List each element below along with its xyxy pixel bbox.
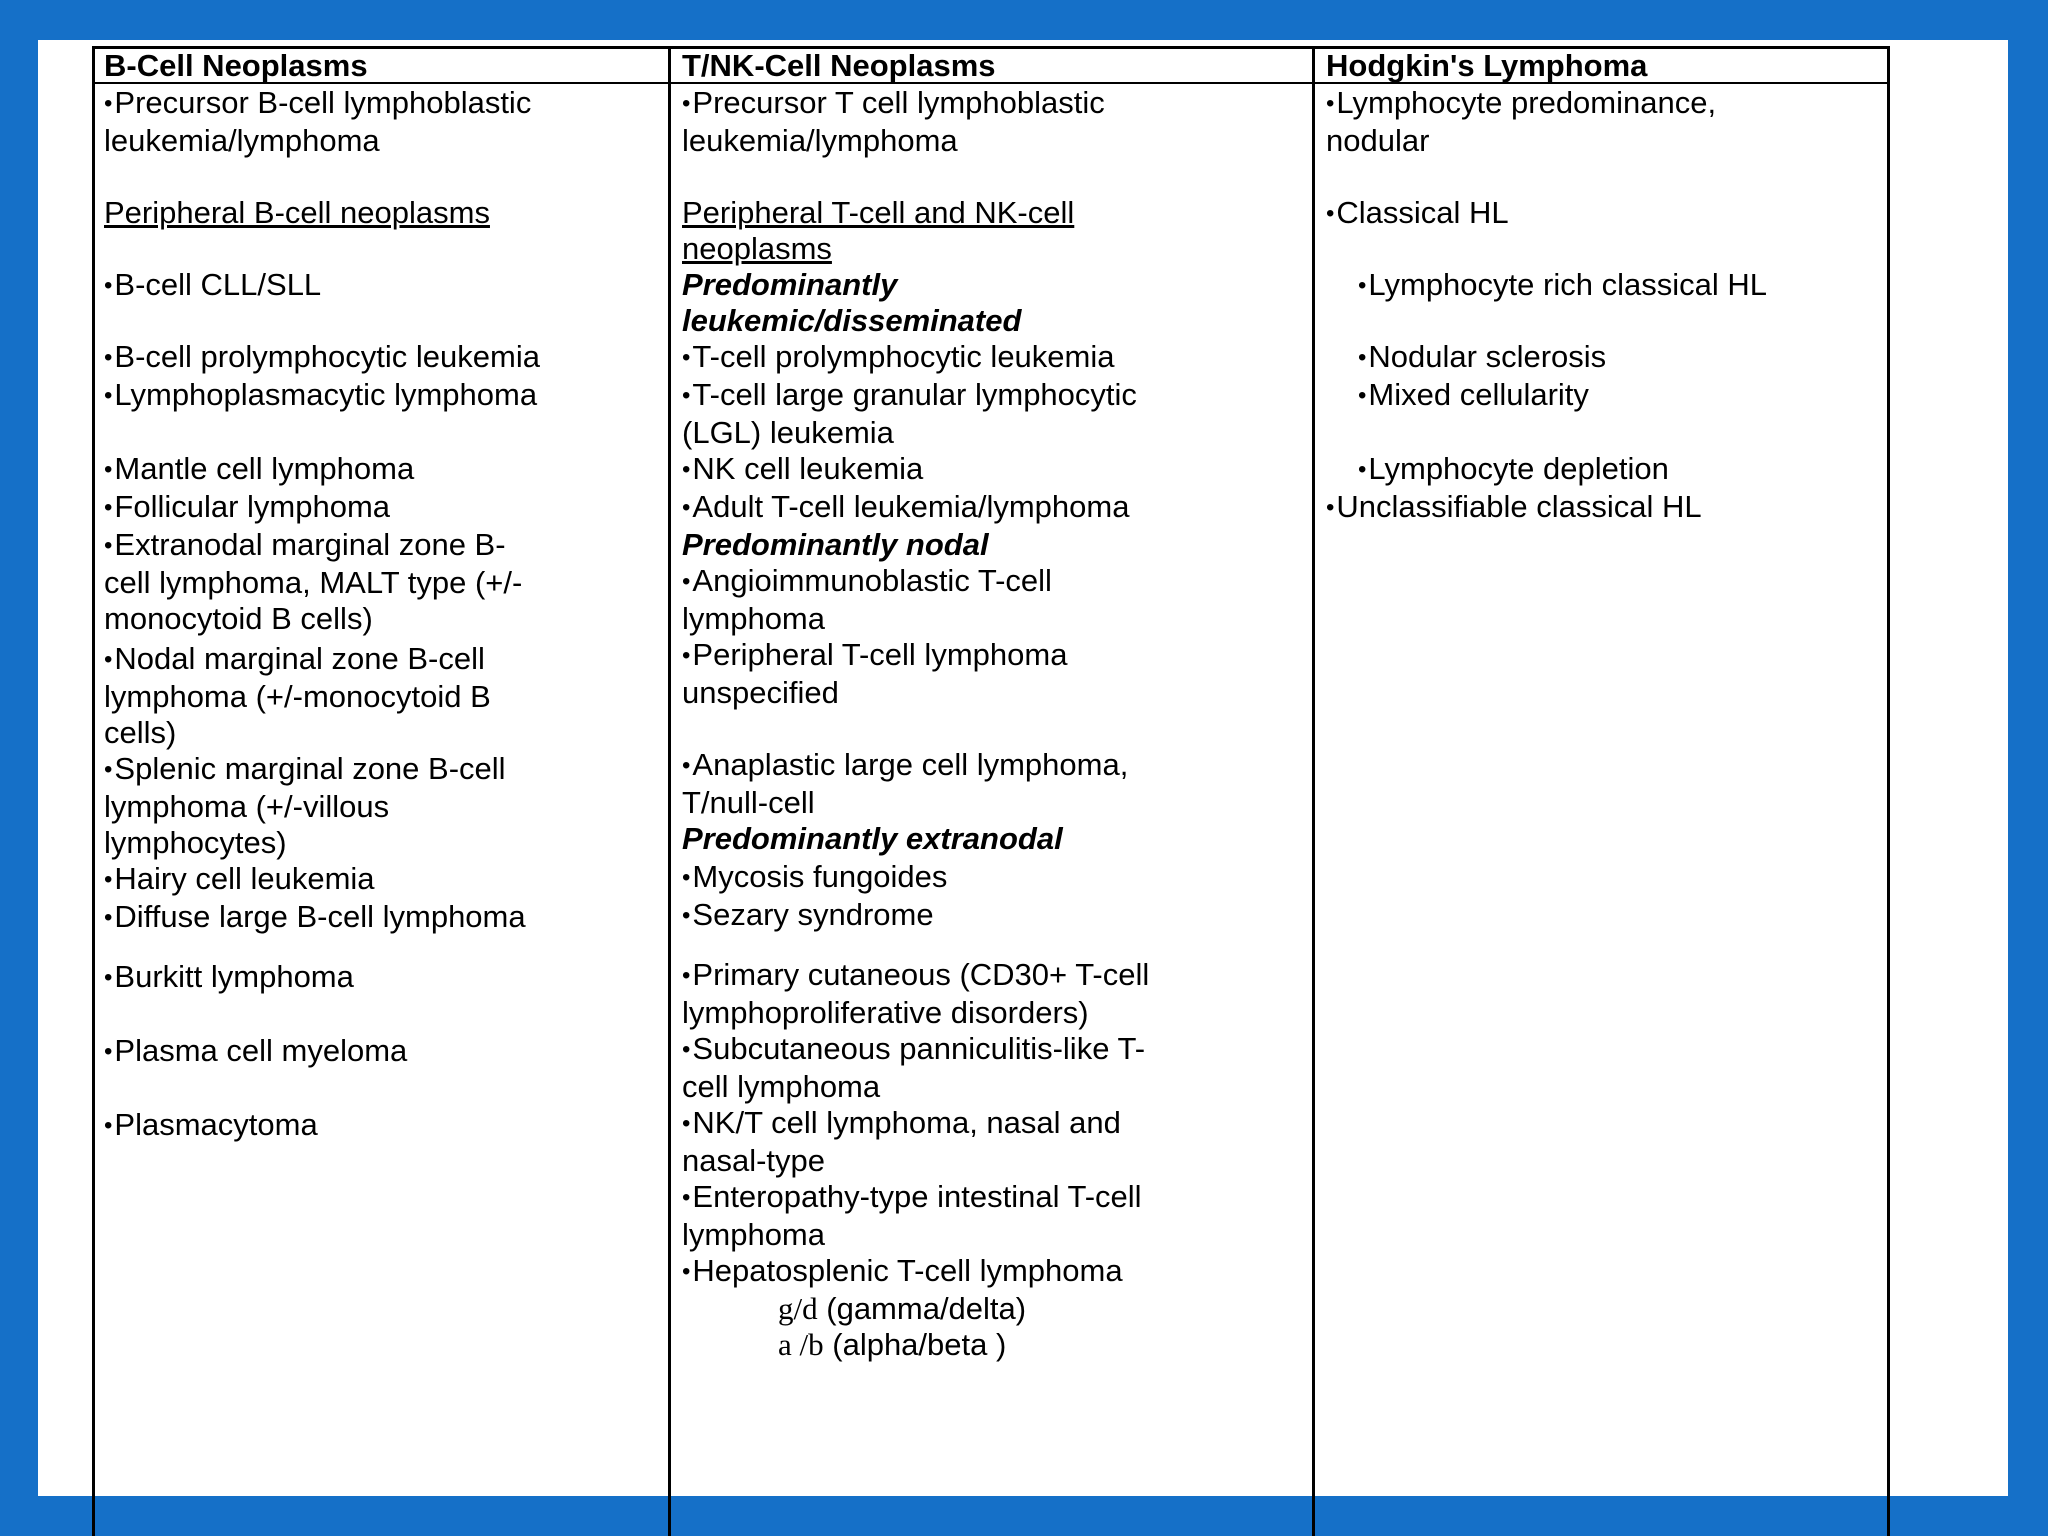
list-item: • Lymphocyte depletion xyxy=(1358,450,1669,491)
list-item: • Mantle cell lymphoma xyxy=(104,450,414,491)
list-item: • Diffuse large B-cell lymphoma xyxy=(104,898,526,939)
list-item: Predominantly extranodal xyxy=(682,821,1063,856)
list-item: nodular xyxy=(1326,123,1430,158)
list-item: lymphoproliferative disorders) xyxy=(682,995,1089,1030)
list-item: leukemia/lymphoma xyxy=(104,123,380,158)
list-item: • Precursor T cell lymphoblastic xyxy=(682,84,1105,125)
column-divider xyxy=(668,46,671,1536)
list-item: • Lymphocyte rich classical HL xyxy=(1358,266,1767,307)
list-item: Peripheral T-cell and NK-cell xyxy=(682,195,1075,230)
list-item: • Hepatosplenic T-cell lymphoma xyxy=(682,1252,1123,1293)
list-item: (LGL) leukemia xyxy=(682,415,894,450)
list-item: lymphoma (+/-villous xyxy=(104,789,390,824)
list-item: • Adult T-cell leukemia/lymphoma xyxy=(682,488,1129,529)
list-item: • Unclassifiable classical HL xyxy=(1326,488,1702,529)
list-item: • Subcutaneous panniculitis-like T- xyxy=(682,1030,1145,1071)
list-item: • NK cell leukemia xyxy=(682,450,923,491)
list-item xyxy=(778,1290,1026,1328)
list-item: • B-cell prolymphocytic leukemia xyxy=(104,338,540,379)
list-item: • Angioimmunoblastic T-cell xyxy=(682,562,1052,603)
list-item: lymphoma xyxy=(682,1217,825,1252)
column-divider xyxy=(1312,46,1315,1536)
list-item: • Peripheral T-cell lymphoma xyxy=(682,636,1067,677)
greek-symbol: g/d xyxy=(778,1291,818,1326)
list-item: • Splenic marginal zone B-cell xyxy=(104,750,506,791)
list-item: nasal-type xyxy=(682,1143,826,1178)
list-item: cell lymphoma xyxy=(682,1069,881,1104)
list-item: • Nodal marginal zone B-cell xyxy=(104,640,485,681)
list-item: unspecified xyxy=(682,675,839,710)
list-item xyxy=(778,1326,1006,1364)
list-item: • Lymphocyte predominance, xyxy=(1326,84,1716,125)
list-item: • T-cell large granular lymphocytic xyxy=(682,376,1137,417)
list-item: • NK/T cell lymphoma, nasal and xyxy=(682,1104,1121,1145)
list-item: T/null-cell xyxy=(682,785,815,820)
list-item: • Primary cutaneous (CD30+ T-cell xyxy=(682,956,1149,997)
list-item: • Follicular lymphoma xyxy=(104,488,390,529)
list-item: lymphoma (+/-monocytoid B xyxy=(104,679,491,714)
list-item: • Extranodal marginal zone B- xyxy=(104,526,506,567)
header-t-nk-cell: T/NK-Cell Neoplasms xyxy=(682,48,996,83)
list-item: • Anaplastic large cell lymphoma, xyxy=(682,746,1128,787)
subtype-label: (gamma/delta) xyxy=(826,1291,1027,1326)
list-item: • Mycosis fungoides xyxy=(682,858,947,899)
list-item: Peripheral B-cell neoplasms xyxy=(104,195,490,230)
greek-symbol: a /b xyxy=(778,1327,824,1362)
list-item: monocytoid B cells) xyxy=(104,601,373,636)
list-item: lymphocytes) xyxy=(104,825,287,860)
list-item: • Burkitt lymphoma xyxy=(104,958,354,999)
list-item: • T-cell prolymphocytic leukemia xyxy=(682,338,1115,379)
list-item: • Plasma cell myeloma xyxy=(104,1032,407,1073)
list-item: • Classical HL xyxy=(1326,194,1509,235)
list-item: • Nodular sclerosis xyxy=(1358,338,1606,379)
list-item: • Hairy cell leukemia xyxy=(104,860,375,901)
list-item: cell lymphoma, MALT type (+/- xyxy=(104,565,523,600)
header-b-cell: B-Cell Neoplasms xyxy=(104,48,368,83)
list-item: Predominantly nodal xyxy=(682,527,989,562)
list-item: • Plasmacytoma xyxy=(104,1106,318,1147)
list-item: leukemia/lymphoma xyxy=(682,123,958,158)
list-item: neoplasms xyxy=(682,231,832,266)
list-item: • B-cell CLL/SLL xyxy=(104,266,321,307)
list-item: leukemic/disseminated xyxy=(682,303,1022,338)
list-item: cells) xyxy=(104,715,177,750)
header-hodgkin: Hodgkin's Lymphoma xyxy=(1326,48,1648,83)
list-item: lymphoma xyxy=(682,601,825,636)
list-item: Predominantly xyxy=(682,267,898,302)
list-item: • Enteropathy-type intestinal T-cell xyxy=(682,1178,1142,1219)
list-item: • Sezary syndrome xyxy=(682,896,934,937)
list-item: • Precursor B-cell lymphoblastic xyxy=(104,84,531,125)
subtype-label: (alpha/beta ) xyxy=(832,1327,1007,1362)
list-item: • Mixed cellularity xyxy=(1358,376,1589,417)
list-item: • Lymphoplasmacytic lymphoma xyxy=(104,376,537,417)
